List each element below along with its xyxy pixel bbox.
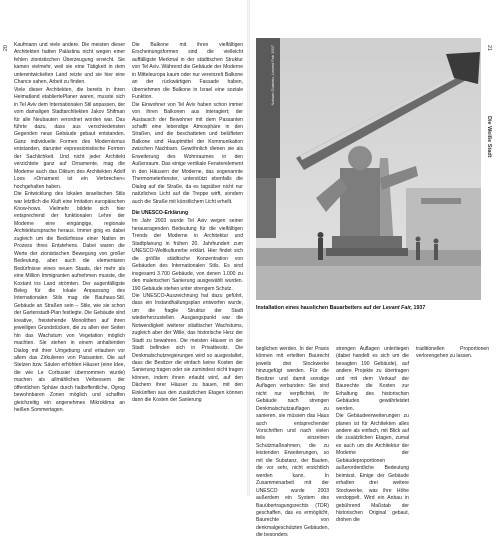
right-page-column-1 [256, 346, 329, 540]
running-title: Die Weiße Stadt [486, 116, 492, 158]
caption-italic-text: Levant Fair, [382, 305, 413, 311]
photo-caption [256, 305, 486, 311]
right-page-column-2 [336, 346, 409, 525]
paragraph: Viele dieser Architekten, die bereits in ihren Heimatland etabliertePlaner waren, musste sich in Tel Aviv dem Internationalen Stil anpassen, der vom damaligen Stadtarchitekten Jakov Shifman für alle Neubauten verordnet worden war. Das führte dazu, dass aus verschiedensten Gegenden neue Gebäude gebaut entstanden. Ganz individuelle Formen des Modernismus entstanden, darunter expressionistische Formen der Sachlichkeit. Und nicht jeder Architekt verzichtete ganz auf Ornamente, mag die Moderne auch das Diktum des Architekten Adolf Loos »Ornament ist ein Verbrechen« hochgehalten haben. [14, 86, 125, 190]
page-number-right: 21 [486, 45, 492, 52]
book-gutter [247, 0, 250, 496]
photo-credit: Nahum Gutman, Levant Fair 1937 [270, 45, 275, 106]
paragraph: traditionellen Proportionen verlorengehen zu lassen. [416, 346, 489, 360]
photo-illustration [256, 38, 481, 300]
historical-photo [256, 38, 481, 300]
right-page-column-3 [416, 346, 489, 361]
caption-bold-text: Installation eines hauslichen Bauarbeiters auf der [256, 305, 382, 311]
paragraph: Die UNESCO-Auszeichnung hat dazu geführt, dass ein Instandhaltungsplan entworfen wurde, um die fragile Struktur der Stadt wiederherzustellen. Ausgangspunkt war die Notwendigkeit weiterer städtischer Wachstums, zugleich aber der Wille, das historische Herz der Stadt zu bewahren. Die meisten Häuser in der Stadt befinden sich in Privatbesitz. Die Denkmalschutzregierungen wird so ausgestaltet, dass die Besitzer die einfach keine Kosten der Sanierung tragen oder sie zumindest nicht tragen können, indem ihnen erlaubt wird, auf den Dächern ihrer Häuser zu bauen, mit den Einkünften aus den zusätzlichen Etagen können dann die Kosten der Sanierung [132, 292, 243, 404]
paragraph: Die Entwicklung des lokalen israelischen Stils war letztlich die Kluft eine Imitation europäischen Know-hows. Vielmehr bildete sich hier entsprechend der funktionalen Lehre der Moderne eine eingängige, regionale Architektursprache heraus. Immer ging es dabei zugleich um die Bedürfnisse einer Nation im Prozess ihres Entstehens. Dabei waren die Werte der zionistischen Bewegung von großer Bedeutung, aber auch die elementaren Bedürfnisse eines neuen Staats, der mehr als eine Million Immigranten aufnehmen musste, die Kostant ins Land strömten. Der augenfälligste Beleg für die lokale Anpassung des Internationalen Stils mag die Bauhaus-Stil, Gebäude an Straßen sein – Stile, wie sie schon der Gartenstadt-Plan festlegte. Die Gebäude sind kreative, freistehende Monolithen auf ihren jeweiligen Grundstücken, die zu allen vier Seiten hin das Wachstum von Vegetation möglich machten. Sie stehen in einem anhaltenden Dialog mit ihrer Umgebung und erlauben vor allem das Zirkulieren von Passanten. Die auf Stelzen bzw. Säulen erhöhten Häuser (eine Idee, die wie Le Corbusier übernommen wurde) machen als allmähliches Verbessern der öffentlichen Sphäre durch halboffentliche, Ogrog bewohnbaren Zonen möglich und schaffen gleichzeitig ein angenehmes Mikroklima an heißen Sommertagen. [14, 191, 125, 414]
paragraph: Die Balkone mit ihren vielfältigen Erscheinungsformen sind die vielleicht auffälligste Merkmal in der städtischen Struktur von Tel Aviv. Während die Gebäude der Moderne in Mitteleuropa kaum oder nur vereinzelt Balkone an der rückwärtigen Fassade haben, übernehmen die Balkone in Israel eine soziale Funktion. [132, 42, 243, 101]
page-number-left: 20 [3, 45, 9, 52]
left-page-column-1 [14, 42, 125, 415]
paragraph: strengen Auflagen unterliegen (dabei handelt es sich um die besagten 190 Gebäude), auf andere Projekte zu übertragen und mit dem Verkauf der Baurechte die Kosten zur Erhaltung des historischen Gebäudes gewährleistet werden. [336, 346, 409, 412]
paragraph: beglichen werden. In der Praxis können mit erteilten Baurecht jeweils drei Stockwerke hinzugefügt werden. Für die Besitzer und damit sonstige Auflagen verbunden: Sie sind nicht nur verpflichtet, ihr Gebäude nach strengen Denkmalschutzauflagen zu sanieren, sie müssen das Haus auch entsprechender Vorschriften und nach vielen teils einzelnen Schutzmaßnahmen, die zu leistenden Erweiterungen, so mit die Substanz, der Bauten, die vor sehr, nicht ersichtlich werden kann. In Zusammenarbeit mit der UNESCO wurde 2003 außerdem ein System des Bauübertragungsrechts (TDR) geschaffen, das es ermöglicht, Baurechte von denkmalgeschützten Gebäuden, die besonders [256, 346, 329, 539]
left-page-column-2 [132, 42, 243, 405]
section-heading: Die UNESCO-Erklärung [132, 209, 189, 216]
paragraph: Die Gebäudeerweiterungen zu planen ist für Architekten alles andere als einfach, mit Blick auf die zusätzlichen Etagen, zumal es auch um die Architektur der Moderne der Gebäudeproportionen außerordentliche Bedeutung beimisst. Einige der Gebäude erhalten drei weitere Stockwerke, was ihre Höhe verdoppelt. Wird ein Anbau in gebührend Maßstab der historischen Original gebaut, drohen die [336, 413, 409, 524]
caption-year: 1937 [413, 305, 426, 311]
paragraph: Die Einwohner von Tel Aviv haben schon immer von ihren Balkonen aus interagiert; der Austausch der Bewohner mit dem Passanten schafft eine lebendige Atmosphäre in den Straßen, und die beschatteten und belüfteten Balkone sind Hauptmittel der Kommunikation zwischen Nachbarn. Gewöhnlich dienen sie als Erweiterung des Wohnraumes in den Außenraum. Das einige vertikale Fensterelement in den Häusern der Moderne, das sogenannte Thermometerfenster, unterstützt ebenfalls die Dialog auf die Straße, da es tagsüber nicht nur natürliches Licht auf die Treppe wirft, sondern auch die Straße mit künstlichem Licht erhellt. [132, 101, 243, 205]
paragraph: Im Jahr 2003 wurde Tel Aviv wegen seiner herausragenden Bedeutung für die vielfältigen Trends der Moderne in Architektur und Stadtplanung in frühen 20. Jahrhundert zum UNESCO-Weltkulturerbe erklärt. Hier findet sich die größte städtische Konzentration von Gebäuden des Internationalen Stils. Es sind insgesamt 3.700 Gebäude, von denen 1.000 zu den malerischen Sanierung ausgewählt wurden. 190 Gebäude stehen unter strengem Schutz. [132, 218, 243, 292]
paragraph: Kaufmann und viele andere. Die meisten dieser Architekten hatten Palästina nicht wegen einer fehlen zionistischen Überzeugung erreicht. Sie kamen vielmehr, weil sie eine Tätigkeit in dem unterentwickelten Land reizte und sie hier eine Chance sahen, Arbeit zu finden. [14, 42, 125, 86]
